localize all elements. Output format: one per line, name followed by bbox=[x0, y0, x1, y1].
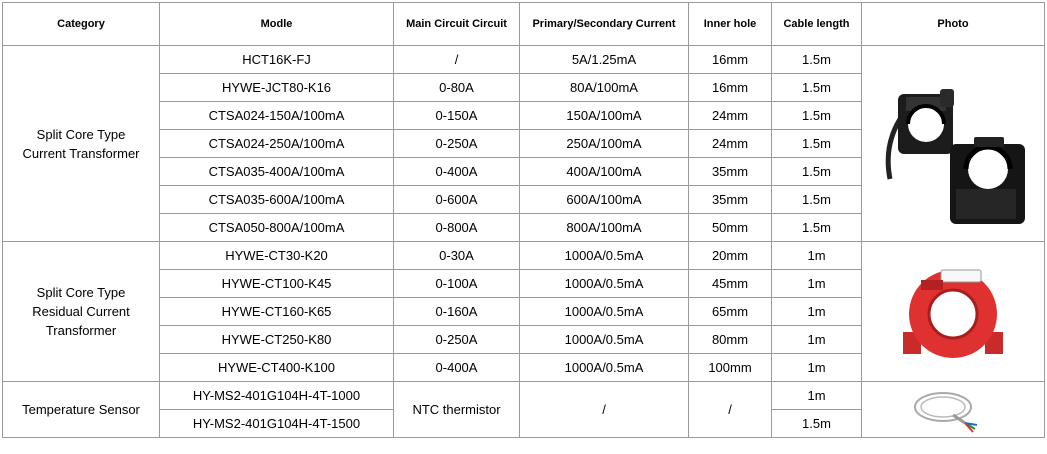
hole-cell: 35mm bbox=[689, 158, 772, 186]
model-cell: CTSA050-800A/100mA bbox=[160, 214, 394, 242]
current-cell: 400A/100mA bbox=[520, 158, 689, 186]
cable-cell: 1m bbox=[772, 242, 862, 270]
hole-cell: 45mm bbox=[689, 270, 772, 298]
photo-cell bbox=[862, 382, 1045, 438]
model-cell: HY-MS2-401G104H-4T-1000 bbox=[160, 382, 394, 410]
table-row bbox=[3, 382, 1045, 410]
cable-cell: 1.5m bbox=[772, 410, 862, 438]
header-model: Modle bbox=[160, 3, 394, 46]
main-cell: 0-250A bbox=[394, 326, 520, 354]
main-cell: 0-800A bbox=[394, 214, 520, 242]
model-cell: HYWE-CT160-K65 bbox=[160, 298, 394, 326]
cable-cell: 1m bbox=[772, 298, 862, 326]
header-category: Category bbox=[3, 3, 160, 46]
model-cell: HCT16K-FJ bbox=[160, 46, 394, 74]
residual-ct-photo bbox=[893, 262, 1013, 362]
photo-cell bbox=[862, 242, 1045, 382]
hole-cell: 35mm bbox=[689, 186, 772, 214]
current-cell: 80A/100mA bbox=[520, 74, 689, 102]
hole-cell: / bbox=[689, 382, 772, 438]
hole-cell: 100mm bbox=[689, 354, 772, 382]
main-cell: 0-250A bbox=[394, 130, 520, 158]
main-cell: 0-160A bbox=[394, 298, 520, 326]
cable-cell: 1.5m bbox=[772, 186, 862, 214]
header-row bbox=[3, 3, 1045, 46]
photo-cell bbox=[862, 46, 1045, 242]
model-cell: HYWE-JCT80-K16 bbox=[160, 74, 394, 102]
hole-cell: 50mm bbox=[689, 214, 772, 242]
model-cell: HY-MS2-401G104H-4T-1500 bbox=[160, 410, 394, 438]
current-cell: 250A/100mA bbox=[520, 130, 689, 158]
model-cell: HYWE-CT100-K45 bbox=[160, 270, 394, 298]
hole-cell: 16mm bbox=[689, 46, 772, 74]
category-cell: Split Core Type Current Transformer bbox=[3, 46, 160, 242]
temperature-sensor-photo bbox=[903, 385, 1003, 435]
hole-cell: 20mm bbox=[689, 242, 772, 270]
hole-cell: 24mm bbox=[689, 130, 772, 158]
hole-cell: 65mm bbox=[689, 298, 772, 326]
main-cell: 0-600A bbox=[394, 186, 520, 214]
model-cell: CTSA035-600A/100mA bbox=[160, 186, 394, 214]
current-cell: 800A/100mA bbox=[520, 214, 689, 242]
cable-cell: 1m bbox=[772, 326, 862, 354]
cable-cell: 1.5m bbox=[772, 74, 862, 102]
table-row bbox=[3, 242, 1045, 270]
cable-cell: 1.5m bbox=[772, 102, 862, 130]
cable-cell: 1.5m bbox=[772, 46, 862, 74]
main-cell: 0-30A bbox=[394, 242, 520, 270]
current-cell: 600A/100mA bbox=[520, 186, 689, 214]
main-cell: 0-400A bbox=[394, 354, 520, 382]
hole-cell: 80mm bbox=[689, 326, 772, 354]
current-cell: 150A/100mA bbox=[520, 102, 689, 130]
category-cell: Temperature Sensor bbox=[3, 382, 160, 438]
header-main-circuit: Main Circuit Circuit bbox=[394, 3, 520, 46]
table-row bbox=[3, 46, 1045, 74]
current-cell: 1000A/0.5mA bbox=[520, 242, 689, 270]
header-current: Primary/Secondary Current bbox=[520, 3, 689, 46]
current-cell: 1000A/0.5mA bbox=[520, 326, 689, 354]
hole-cell: 24mm bbox=[689, 102, 772, 130]
main-cell: 0-100A bbox=[394, 270, 520, 298]
header-photo: Photo bbox=[862, 3, 1045, 46]
main-cell: 0-150A bbox=[394, 102, 520, 130]
category-cell: Split Core Type Residual Current Transformer bbox=[3, 242, 160, 382]
main-cell: 0-400A bbox=[394, 158, 520, 186]
model-cell: CTSA024-150A/100mA bbox=[160, 102, 394, 130]
model-cell: HYWE-CT400-K100 bbox=[160, 354, 394, 382]
model-cell: CTSA024-250A/100mA bbox=[160, 130, 394, 158]
cable-cell: 1m bbox=[772, 354, 862, 382]
product-table bbox=[2, 2, 1045, 438]
header-inner-hole: Inner hole bbox=[689, 3, 772, 46]
hole-cell: 16mm bbox=[689, 74, 772, 102]
main-cell: NTC thermistor bbox=[394, 382, 520, 438]
main-cell: / bbox=[394, 46, 520, 74]
split-core-ct-photo bbox=[878, 59, 1028, 229]
current-cell: / bbox=[520, 382, 689, 438]
cable-cell: 1m bbox=[772, 270, 862, 298]
cable-cell: 1.5m bbox=[772, 214, 862, 242]
main-cell: 0-80A bbox=[394, 74, 520, 102]
cable-cell: 1.5m bbox=[772, 158, 862, 186]
cable-cell: 1.5m bbox=[772, 130, 862, 158]
model-cell: HYWE-CT250-K80 bbox=[160, 326, 394, 354]
header-cable-length: Cable length bbox=[772, 3, 862, 46]
model-cell: CTSA035-400A/100mA bbox=[160, 158, 394, 186]
model-cell: HYWE-CT30-K20 bbox=[160, 242, 394, 270]
current-cell: 1000A/0.5mA bbox=[520, 298, 689, 326]
current-cell: 1000A/0.5mA bbox=[520, 354, 689, 382]
current-cell: 1000A/0.5mA bbox=[520, 270, 689, 298]
current-cell: 5A/1.25mA bbox=[520, 46, 689, 74]
cable-cell: 1m bbox=[772, 382, 862, 410]
